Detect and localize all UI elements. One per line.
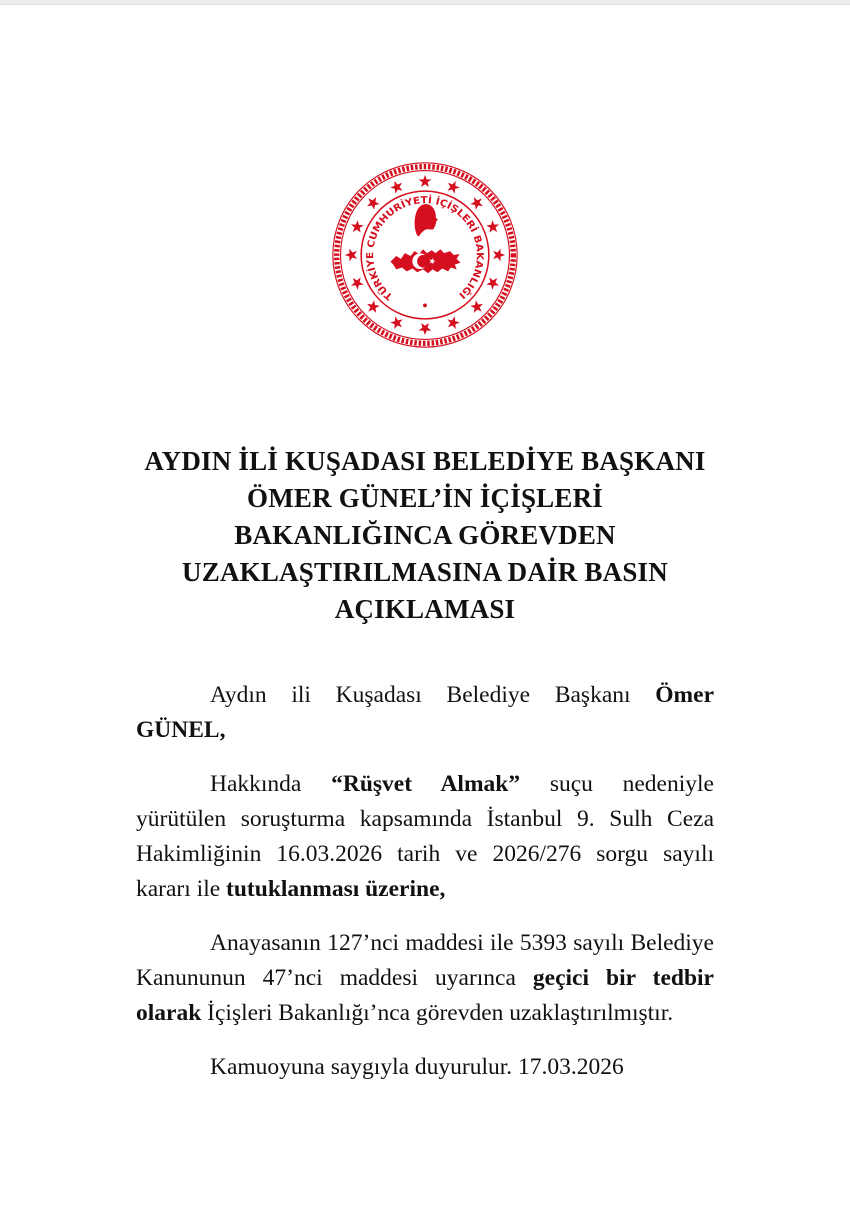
title-line: UZAKLAŞTIRILMASINA DAİR BASIN — [182, 557, 668, 587]
seal-separator-dot — [423, 303, 427, 307]
star-icon — [485, 218, 501, 234]
star-icon — [445, 178, 461, 194]
document-body — [136, 678, 714, 1085]
title-line: AYDIN İLİ KUŞADASI BELEDİYE BAŞKANI — [144, 446, 706, 476]
ataturk-silhouette-icon — [415, 204, 438, 236]
title-line: ÖMER GÜNEL’İN İÇİŞLERİ — [247, 483, 603, 513]
text-segment: Kamuoyuna saygıyla duyurulur. 17.03.2026 — [210, 1054, 624, 1080]
bold-text-segment: geçici bir tedbir olarak — [136, 965, 714, 1026]
star-icon — [493, 249, 505, 262]
bold-text-segment: Ömer GÜNEL, — [136, 682, 714, 743]
star-icon — [388, 315, 404, 331]
document-title — [105, 443, 745, 628]
star-icon — [419, 175, 432, 187]
title-line: BAKANLIĞINCA GÖREVDEN — [234, 520, 616, 550]
bold-text-segment: tutuklanması üzerine, — [226, 876, 446, 902]
text-segment: Anayasanın 127’nci maddesi ile 5393 sayılı Belediye Kanununun 47’nci maddesi uyarınca — [136, 930, 714, 991]
text-segment: Aydın ili Kuşadası Belediye Başkanı — [210, 682, 656, 708]
star-icon — [469, 299, 487, 317]
star-icon — [469, 194, 487, 212]
star-icon — [345, 249, 357, 262]
text-segment: suçu nedeniyle yürütülen soruşturma kapsamında İstanbul 9. Sulh Ceza Hakimliğinin 16.03.2026 tarih ve 2026/276 sorgu sayılı kararı ile — [136, 771, 714, 902]
bold-text-segment: “Rüşvet Almak” — [331, 771, 521, 797]
star-icon — [419, 323, 432, 335]
paragraph — [136, 678, 714, 748]
ministry-seal — [329, 159, 521, 351]
star-icon — [364, 194, 382, 212]
paragraph — [136, 1050, 714, 1085]
star-icon — [388, 178, 404, 194]
text-segment: Hakkında — [210, 771, 332, 797]
star-icon — [445, 315, 461, 331]
top-divider — [0, 0, 850, 5]
star-icon — [348, 275, 364, 291]
title-line: AÇIKLAMASI — [334, 594, 516, 624]
star-icon — [348, 218, 364, 234]
seal-ring-text: TÜRKİYE CUMHURİYETİ İÇİŞLERİ BAKANLIĞI — [365, 195, 485, 303]
star-icon — [485, 275, 501, 291]
star-icon — [364, 299, 382, 317]
paragraph — [136, 767, 714, 907]
ministry-seal-icon — [329, 159, 521, 351]
text-segment: İçişleri Bakanlığı’nca görevden uzaklaştırılmıştır. — [201, 1000, 674, 1026]
paragraph — [136, 926, 714, 1031]
